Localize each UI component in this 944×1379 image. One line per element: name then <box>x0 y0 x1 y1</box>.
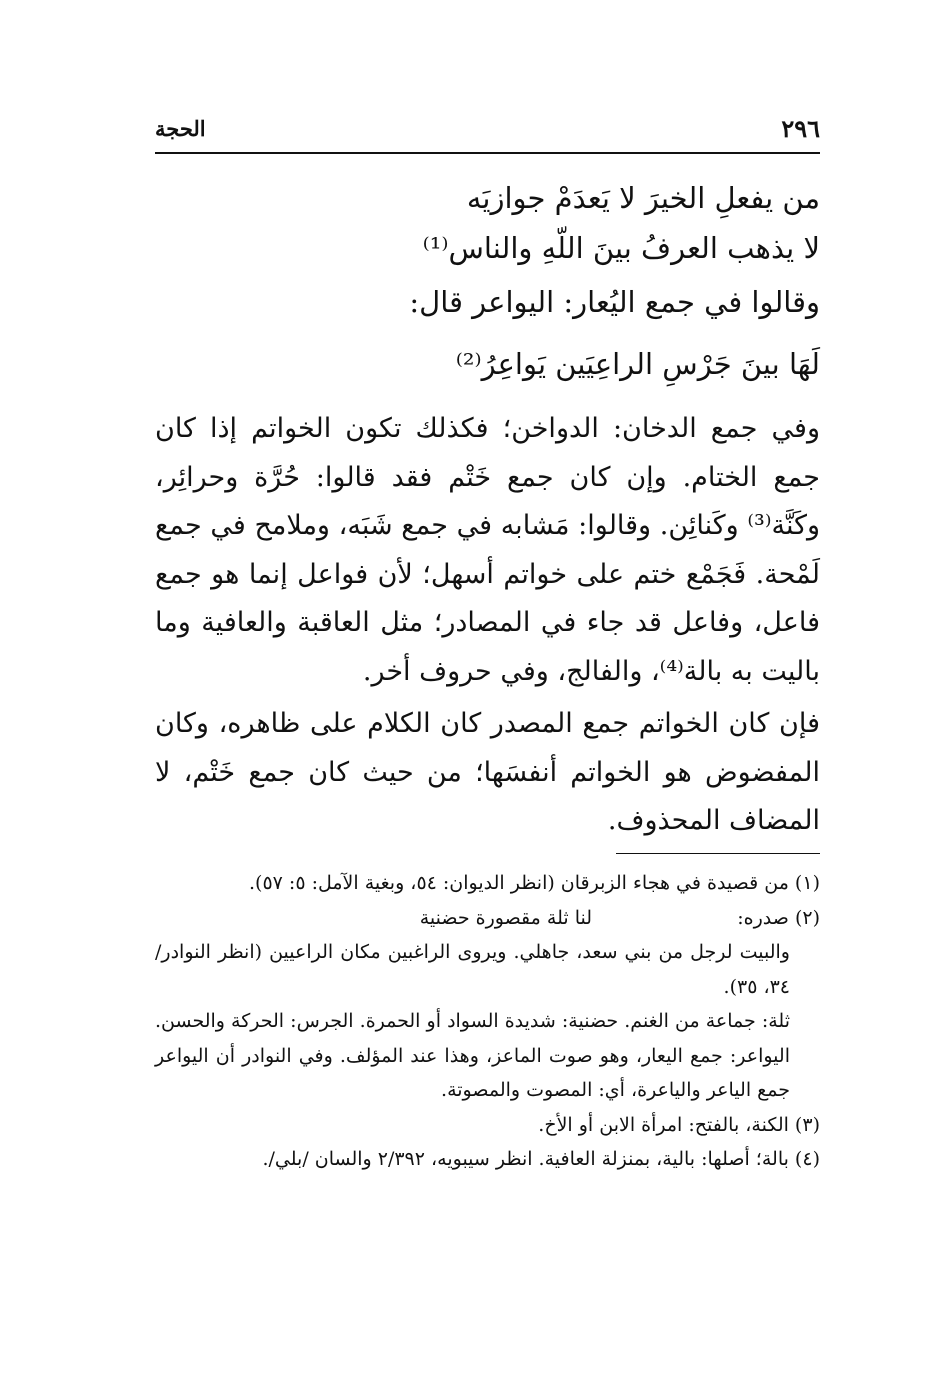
footnote-1: (١) من قصيدة في هجاء الزبرقان (انظر الديوان: ٥٤، وبغية الآمل: ٥: ٥٧). <box>249 872 820 894</box>
footnote-2-lead: (٢) صدره: <box>737 906 820 929</box>
footnote-3: (٣) الكنة، بالفتح: امرأة الابن أو الأخ. <box>538 1113 820 1136</box>
verse-line-3: لَهَا بينَ جَرْسِ الراعِيَين يَواعِرُ⁽²⁾ <box>455 347 820 381</box>
verse-line-2: لا يذهب العرفُ بينَ اللّهِ والناس⁽¹⁾ <box>422 231 820 265</box>
footnote-2-body-1: والبيت لرجل من بني سعد، جاهلي. ويروى الراغبين مكان الراعيين (انظر النوادر/٣٤، ٣٥). <box>155 941 790 998</box>
body-paragraph-1: وفي جمع الدخان: الدواخن؛ فكذلك تكون الخواتم إذا كان جمع الختام. وإن كان جمع خَتْم فقد قالوا: حُرَّة وحرائِر، وكَنَّة⁽³⁾ وكَنائِن. وقالوا: مَشابه في جمع شَبَه، وملامح في جمع لَمْحة. فَجَمْع ختم على خواتم أسهل؛ لأن فواعل إنما هو جمع فاعل، وفاعل قد جاء في المصادر؛ مثل العاقبة والعافية وما باليت به بالة⁽⁴⁾، والفالج، وفي حروف أخر. <box>155 413 820 687</box>
verse-line-1: من يفعلِ الخيرَ لا يَعدَمْ جوازيَه <box>466 181 820 215</box>
running-title: الحجة <box>155 116 206 141</box>
footnote-separator <box>616 853 820 854</box>
footnote-2-hemistich: لنا ثلة مقصورة حضنية <box>419 906 592 929</box>
footnotes <box>155 866 820 1177</box>
body-paragraph-2: فإن كان الخواتم جمع المصدر كان الكلام على ظاهره، وكان المفضوض هو الخواتم أنفسَها؛ من حيث كان جمع خَتْم، لا المضاف المحذوف. <box>155 708 820 836</box>
intro-line: وقالوا في جمع اليُعار: اليواعر قال: <box>409 285 820 319</box>
page-number: ٢٩٦ <box>781 114 820 143</box>
running-header <box>155 112 820 154</box>
footnote-2-body-2: ثلة: جماعة من الغنم. حضنية: شديدة السواد أو الحمرة. الجرس: الحركة والحسن. اليواعر: جمع اليعار، وهو صوت الماعز، وهذا عند المؤلف. وفي النوادر أن اليواعر جمع الياعر والياعرة، أي: المصوت والمصوتة. <box>155 1010 790 1101</box>
footnote-4: (٤) بالة؛ أصلها: بالية، بمنزلة العافية. انظر سيبويه، ٢/٣٩٢ والسان /بلي/. <box>262 1148 820 1170</box>
footnote-2-head <box>155 901 820 936</box>
